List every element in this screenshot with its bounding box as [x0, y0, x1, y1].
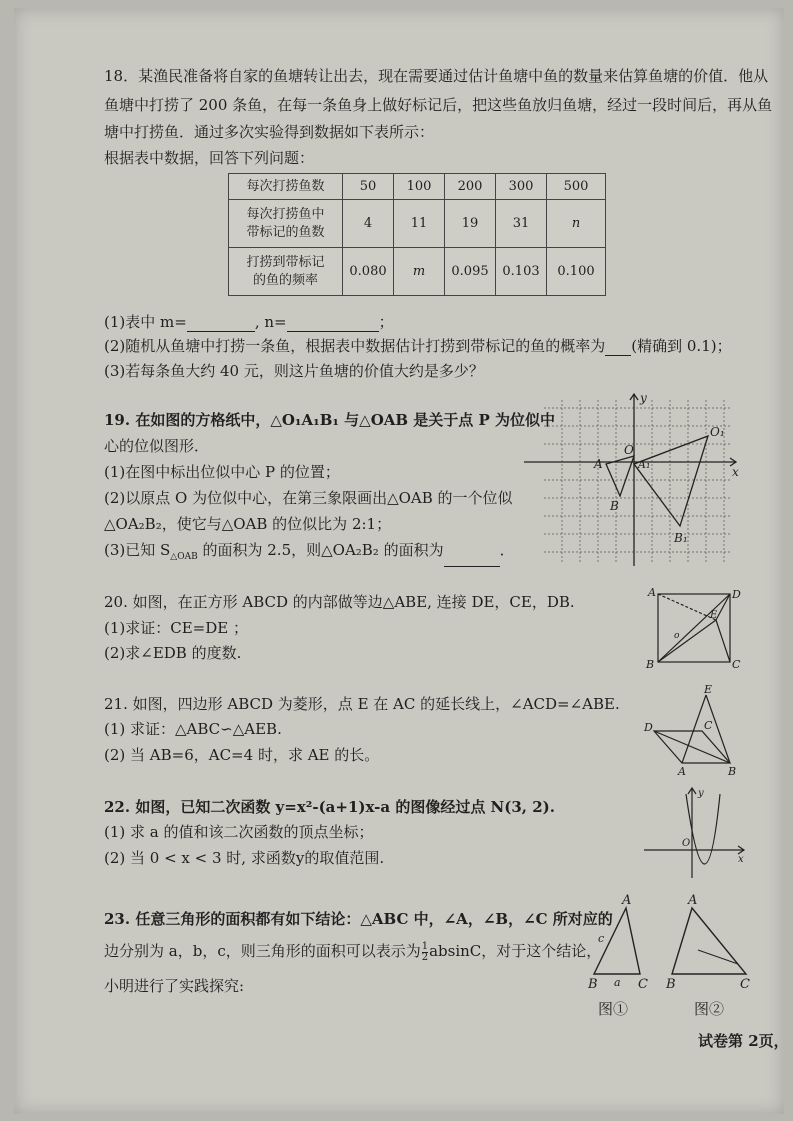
table-cell: 11	[394, 200, 445, 248]
table-row-header	[229, 248, 343, 296]
q19-line3: (1)在图中标出位似中心 P 的位置；	[104, 463, 340, 481]
q23-fig1-label-a: A	[622, 893, 632, 908]
q21-label-b: B	[728, 765, 737, 777]
q23-line2	[104, 941, 601, 963]
q19-x-axis-label: x	[732, 465, 739, 479]
answer-blank-area[interactable]	[444, 550, 500, 567]
q23-fig1-label-c: C	[638, 977, 648, 992]
q23-fig1-label-b: B	[588, 977, 598, 992]
q23-triangle-svg-2	[664, 890, 756, 994]
q21-label-e: E	[704, 683, 713, 696]
q18-sub1-text3: ；	[378, 313, 394, 331]
table-row-header	[229, 200, 343, 248]
q23-fraction	[422, 942, 428, 963]
q19-line6-text2: 的面积为 2.5，则△OA₂B₂ 的面积为	[197, 541, 444, 559]
table-header-line: 的鱼的频率	[252, 272, 318, 288]
table-cell: 300	[496, 174, 547, 200]
q23-triangle-svg-1	[584, 890, 656, 994]
q19-grid-figure	[522, 390, 744, 570]
table-cell: 50	[343, 174, 394, 200]
q23-line2-text: 边分别为 a，b，c，则三角形的面积可以表示为	[104, 942, 421, 960]
q19-line6	[104, 540, 515, 567]
q21-rhombus-svg	[640, 683, 752, 777]
q22-parabola-figure	[640, 784, 752, 880]
q21-label-c: C	[704, 719, 713, 732]
q22-line2: (1) 求 a 的值和该二次函数的顶点坐标；	[104, 823, 374, 841]
table-cell: 0.095	[445, 248, 496, 296]
q21-line3: (2) 当 AB=6，AC=4 时，求 AE 的长。	[104, 746, 380, 764]
q21-label-d: D	[644, 721, 653, 734]
table-cell: 500	[547, 174, 606, 200]
q20-label-o: o	[674, 631, 680, 641]
table-cell: 0.080	[343, 248, 394, 296]
table-cell: 100	[394, 174, 445, 200]
q23-fig1-caption: 图①	[598, 1000, 629, 1018]
q23-fig2-label-b: B	[666, 977, 676, 992]
q18-sub3: (3)若每条鱼大约 40 元，则这片鱼塘的价值大约是多少？	[104, 362, 484, 380]
q18-sub2-text: (2)随机从鱼塘中打捞一条鱼，根据表中数据估计打捞到带标记的鱼的概率为	[104, 337, 606, 355]
q21-line1: 21. 如图，四边形 ABCD 为菱形，点 E 在 AC 的延长线上，∠ACD=∠ABE.	[104, 695, 620, 713]
q19-label-b: B	[610, 499, 619, 513]
answer-blank-probability[interactable]	[605, 339, 631, 356]
table-row	[229, 200, 606, 248]
q23-fraction-denominator: 2	[421, 951, 429, 963]
table-cell: 4	[343, 200, 394, 248]
q22-y-axis-label: y	[698, 788, 704, 799]
q23-line2-text2: absinC，对于这个结论，	[429, 942, 602, 960]
q19-label-o1: O₁	[710, 425, 725, 439]
q22-parabola-svg	[640, 784, 752, 880]
table-header-line: 每次打捞鱼中	[246, 206, 325, 222]
q19-line6-subscript: △OAB	[170, 552, 198, 562]
q23-triangle-figure-1	[584, 890, 656, 994]
q18-sub2	[104, 336, 732, 356]
q19-label-a1: A₁	[638, 458, 651, 471]
q18-sub2-text2: (精确到 0.1)；	[631, 337, 732, 355]
table-cell: 31	[496, 200, 547, 248]
q21-rhombus-figure	[640, 683, 752, 777]
q20-label-c: C	[732, 658, 741, 671]
table-cell: 200	[445, 174, 496, 200]
q18-sub1-text2: , n=	[254, 313, 287, 331]
q18-sub1	[104, 312, 394, 332]
q19-grid-svg	[522, 390, 744, 570]
q23-fraction-numerator: 1	[421, 940, 429, 952]
table-cell: 0.100	[547, 248, 606, 296]
q18-line3: 塘中打捞鱼．通过多次实验得到数据如下表所示：	[104, 123, 435, 141]
table-header-line: 打捞到带标记	[246, 254, 325, 270]
table-cell: m	[394, 248, 445, 296]
q19-line2: 心的位似图形．	[104, 437, 210, 455]
fish-frequency-table	[228, 173, 606, 296]
q18-line4: 根据表中数据，回答下列问题：	[104, 149, 315, 167]
q19-line5: △OA₂B₂，使它与△OAB 的位似比为 2:1；	[104, 515, 392, 533]
q18-line2: 鱼塘中打捞了 200 条鱼，在每一条鱼身上做好标记后，把这些鱼放归鱼塘，经过一段时间后，再从鱼	[104, 96, 773, 114]
q20-square-svg	[640, 584, 750, 674]
table-cell: n	[547, 200, 606, 248]
q19-line6-text: (3)已知 S	[104, 541, 171, 559]
q19-line1: 19. 在如图的方格纸中，△O₁A₁B₁ 与△OAB 是关于点 P 为位似中	[104, 411, 556, 429]
q22-line3: (2) 当 0 < x < 3 时, 求函数y的取值范围.	[104, 849, 385, 867]
page-number: 试卷第 2页，	[698, 1032, 789, 1050]
q18-line1: 18．某渔民准备将自家的鱼塘转让出去，现在需要通过估计鱼塘中鱼的数量来估算鱼塘的价值．他从	[104, 67, 769, 85]
table-row	[229, 174, 606, 200]
answer-blank-n[interactable]	[287, 315, 379, 332]
q22-x-axis-label: x	[738, 854, 744, 865]
q23-fig1-side-a: a	[614, 976, 621, 989]
table-cell: 0.103	[496, 248, 547, 296]
q19-label-a: A	[594, 457, 603, 471]
q19-line6-text3: ．	[499, 541, 515, 559]
q23-fig2-label-a: A	[688, 893, 698, 908]
table-row	[229, 248, 606, 296]
q23-triangle-figure-2	[664, 890, 756, 994]
q23-line1: 23. 任意三角形的面积都有如下结论：△ABC 中，∠A，∠B，∠C 所对应的	[104, 910, 613, 928]
table-row-header: 每次打捞鱼数	[229, 174, 343, 200]
q20-label-e: E	[710, 610, 718, 621]
q23-line3: 小明进行了实践探究:	[104, 977, 245, 995]
table-header-line: 带标记的鱼数	[246, 224, 325, 240]
q20-label-b: B	[646, 658, 655, 671]
q20-line2: (1)求证：CE=DE ；	[104, 619, 248, 637]
q21-label-a: A	[678, 765, 686, 777]
q21-line2: (1) 求证：△ABC∽△AEB.	[104, 720, 282, 738]
q23-fig2-label-c: C	[740, 977, 750, 992]
q23-fig2-caption: 图②	[694, 1000, 725, 1018]
q20-label-a: A	[648, 586, 656, 599]
q20-line1: 20. 如图，在正方形 ABCD 的内部做等边△ABE, 连接 DE，CE，DB.	[104, 593, 575, 611]
q19-label-b1: B₁	[674, 531, 688, 545]
q22-label-o: O	[682, 838, 691, 849]
q20-line3: (2)求∠EDB 的度数.	[104, 644, 242, 662]
q20-label-d: D	[732, 588, 741, 601]
answer-blank-m[interactable]	[187, 315, 255, 332]
q22-line1: 22. 如图，已知二次函数 y=x²-(a+1)x-a 的图像经过点 N(3, 2).	[104, 798, 555, 816]
q20-square-figure	[640, 584, 750, 674]
q18-sub1-text: (1)表中 m=	[104, 313, 187, 331]
q19-line4: (2)以原点 O 为位似中心，在第三象限画出△OAB 的一个位似	[104, 489, 513, 507]
q19-label-o: O	[624, 443, 634, 457]
q23-fig1-side-c: c	[598, 932, 605, 945]
table-cell: 19	[445, 200, 496, 248]
q19-y-axis-label: y	[640, 391, 647, 405]
